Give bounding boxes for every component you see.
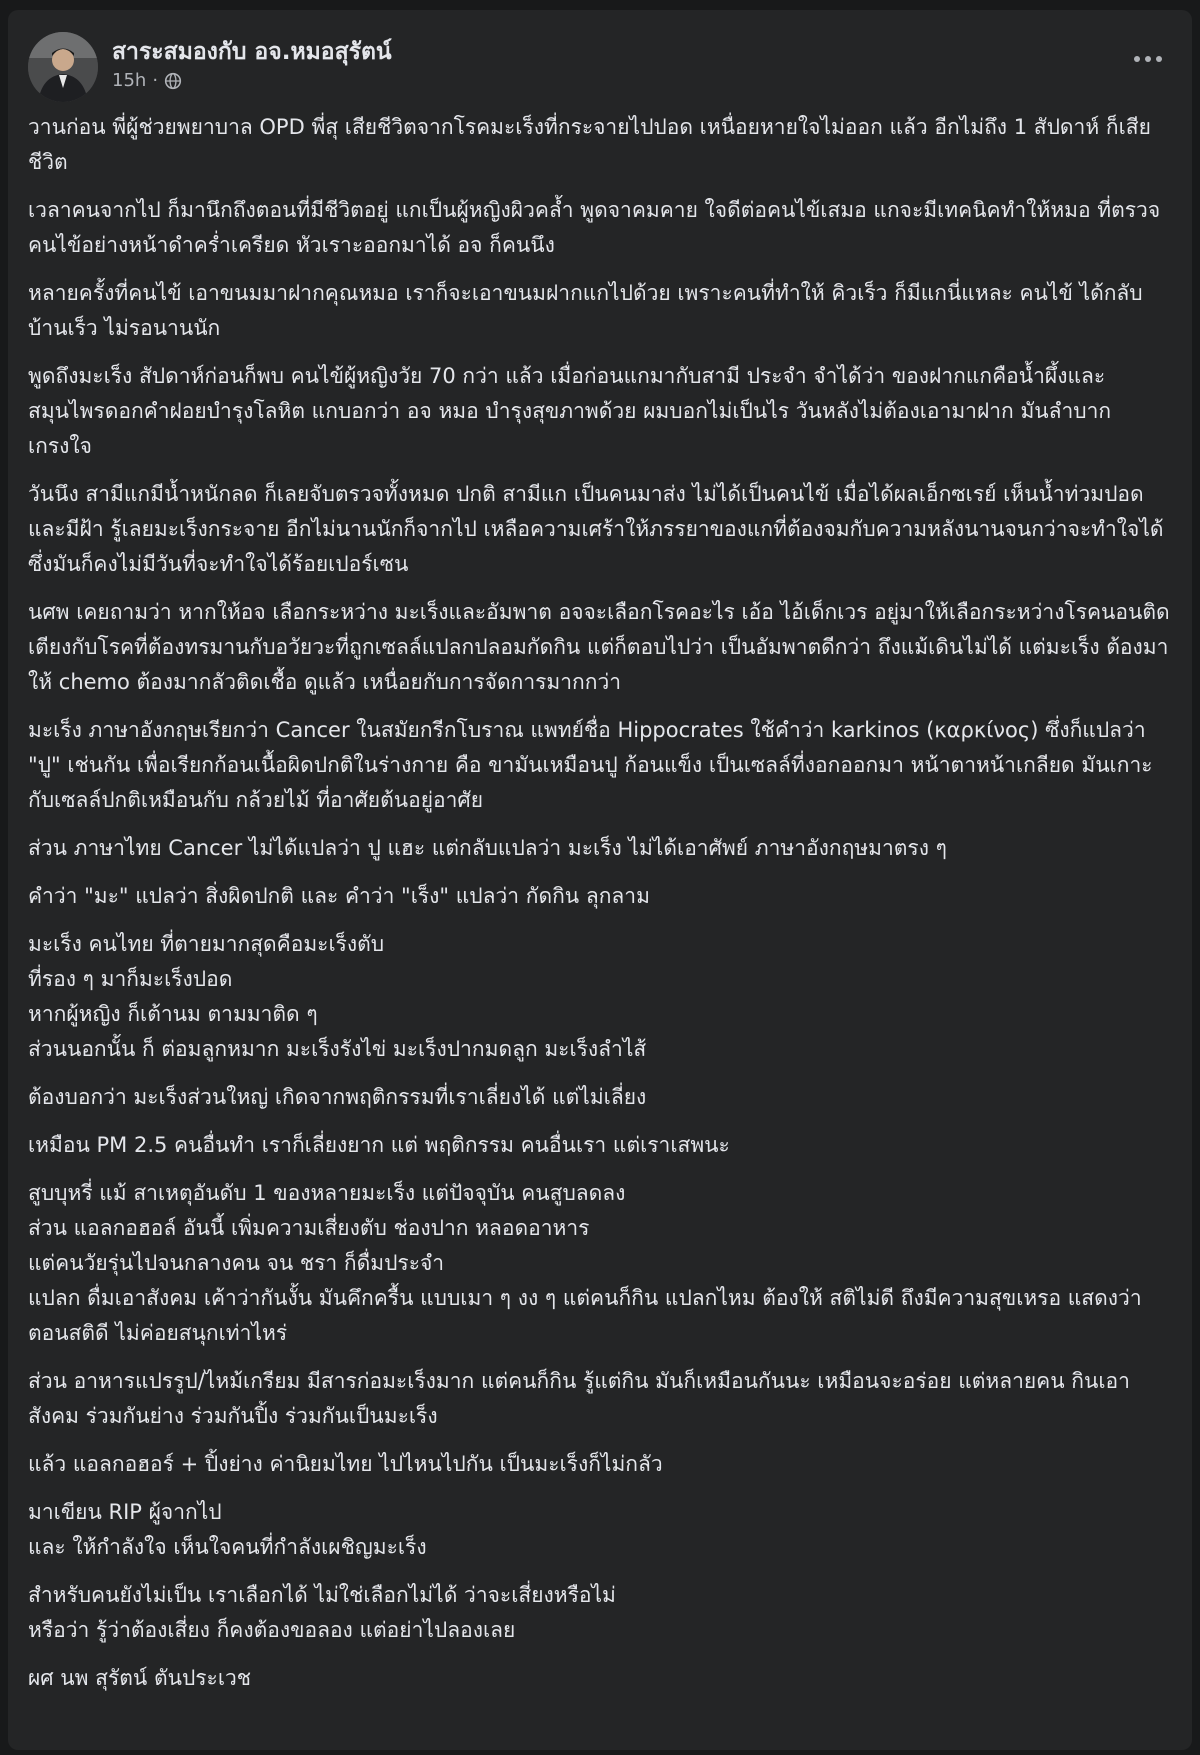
post-timestamp[interactable]: 15h <box>112 70 147 91</box>
post-paragraph: นศพ เคยถามว่า หากให้อจ เลือกระหว่าง มะเร็งและอัมพาต อจจะเลือกโรคอะไร เอ้อ ไอ้เด็กเวร อยู่มาให้เลือกระหว่างโรคนอนติดเตียงกับโรคที่ต้องทรมานกับอวัยวะที่ถูกเซลล์แปลกปลอมกัดกิน แต่ก็ตอบไปว่า เป็นอัมพาตดีกว่า ถึงแม้เดินไม่ได้ แต่มะเร็ง ต้องมาให้ chemo ต้องมากลัวติดเชื้อ ดูแล้ว เหนื่อยกับการจัดการมากกว่า <box>28 600 1170 694</box>
post-paragraph: มะเร็ง คนไทย ที่ตายมากสุดคือมะเร็งตับ ที่รอง ๆ มาก็มะเร็งปอด หากผู้หญิง ก็เต้านม ตามมาติด ๆ ส่วนนอกนั้น ก็ ต่อมลูกหมาก มะเร็งรังไข่ มะเร็งปากมดลูก มะเร็งลำไส้ <box>28 932 647 1061</box>
post-paragraph: สำหรับคนยังไม่เป็น เราเลือกได้ ไม่ใช่เลือกไม่ได้ ว่าจะเสี่ยงหรือไม่ หรือว่า รู้ว่าต้องเสี่ยง ก็คงต้องขอลอง แต่อย่าไปลองเลย <box>28 1583 616 1642</box>
post-text <box>28 110 1178 1709</box>
more-options-icon[interactable] <box>1126 44 1170 74</box>
facebook-post-card <box>8 10 1192 1750</box>
meta-separator: · <box>152 70 159 91</box>
post-paragraph: หลายครั้งที่คนไข้ เอาขนมมาฝากคุณหมอ เราก็จะเอาขนมฝากแกไปด้วย เพราะคนที่ทำให้ คิวเร็ว ก็มีแกนี่แหละ คนไข้ ได้กลับบ้านเร็ว ไม่รอนานนัก <box>28 281 1143 340</box>
post-paragraph: พูดถึงมะเร็ง สัปดาห์ก่อนก็พบ คนไข้ผู้หญิงวัย 70 กว่า แล้ว เมื่อก่อนแกมากับสามี ประจำ จำได้ว่า ของฝากแกคือน้ำผึ้งและสมุนไพรดอกคำฝอยบำรุงโลหิต แกบอกว่า อจ หมอ บำรุงสุขภาพด้วย ผมบอกไม่เป็นไร วันหลังไม่ต้องเอามาฝาก มันลำบาก เกรงใจ <box>28 364 1112 458</box>
post-signature: ผศ นพ สุรัตน์ ตันประเวช <box>28 1666 252 1690</box>
author-avatar[interactable] <box>28 32 98 102</box>
author-name[interactable]: สาระสมองกับ อจ.หมอสุรัตน์ <box>112 39 392 65</box>
post-paragraph: คำว่า "มะ" แปลว่า สิ่งผิดปกติ และ คำว่า "เร็ง" แปลว่า กัดกิน ลุกลาม <box>28 884 650 908</box>
post-paragraph: สูบบุหรี่ แม้ สาเหตุอันดับ 1 ของหลายมะเร็ง แต่ปัจจุบัน คนสูบลดลง ส่วน แอลกอฮอล์ อันนี้ เพิ่มความเสี่ยงตับ ช่องปาก หลอดอาหาร แต่คนวัยรุ่นไปจนกลางคน จน ชรา ก็ดื่มประจำ แปลก ดื่มเอาสังคม เค้าว่ากันงั้น มันคึกครื้น แบบเมา ๆ งง ๆ แต่คนก็กิน แปลกไหม ต้องให้ สติไม่ดี ถึงมีความสุขเหรอ แสดงว่า ตอนสติดี ไม่ค่อยสนุกเท่าไหร่ <box>28 1181 1142 1345</box>
post-paragraph: ส่วน ภาษาไทย Cancer ไม่ได้แปลว่า ปู แฮะ แต่กลับแปลว่า มะเร็ง ไม่ได้เอาศัพย์ ภาษาอังกฤษมาตรง ๆ <box>28 836 947 860</box>
post-paragraph: เวลาคนจากไป ก็มานึกถึงตอนที่มีชีวิตอยู่ แกเป็นผู้หญิงผิวคล้ำ พูดจาคมคาย ใจดีต่อคนไข้เสมอ แกจะมีเทคนิคทำให้หมอ ที่ตรวจคนไข้อย่างหน้าดำคร่ำเครียด หัวเราะออกมาได้ อจ ก็คนนึง <box>28 198 1161 257</box>
post-paragraph: มาเขียน RIP ผู้จากไป และ ให้กำลังใจ เห็นใจคนที่กำลังเผชิญมะเร็ง <box>28 1500 427 1559</box>
post-paragraph: วันนึง สามีแกมีน้ำหนักลด ก็เลยจับตรวจทั้งหมด ปกติ สามีแก เป็นคนมาส่ง ไม่ได้เป็นคนไข้ เมื่อได้ผลเอ็กซเรย์ เห็นน้ำท่วมปอด และมีฝ้า รู้เลยมะเร็งกระจาย อีกไม่นานนักก็จากไป เหลือความเศร้าให้ภรรยาของแกที่ต้องจมกับความหลังนานจนกว่าจะทำใจได้ ซึ่งมันก็คงไม่มีวันที่จะทำใจได้ร้อยเปอร์เซน <box>28 482 1164 576</box>
post-paragraph: มะเร็ง ภาษาอังกฤษเรียกว่า Cancer ในสมัยกรีกโบราณ แพทย์ชื่อ Hippocrates ใช้คำว่า karkinos (καρκίνος) ซึ่งก็แปลว่า "ปู" เช่นกัน เพื่อเรียกก้อนเนื้อผิดปกติในร่างกาย คือ ขามันเหมือนปู ก้อนแข็ง เป็นเซลล์ที่งอกออกมา หน้าตาหน้าเกลียด มันเกาะกับเซลล์ปกติเหมือนกับ กล้วยไม้ ที่อาศัยต้นอยู่อาศัย <box>28 718 1153 812</box>
post-paragraph: แล้ว แอลกอฮอร์ + ปิ้งย่าง ค่านิยมไทย ไปไหนไปกัน เป็นมะเร็งก็ไม่กลัว <box>28 1452 663 1476</box>
post-paragraph: ส่วน อาหารแปรรูป/ไหม้เกรียม มีสารก่อมะเร็งมาก แต่คนก็กิน รู้แต่กิน มันก็เหมือนกันนะ เหมือนจะอร่อย แต่หลายคน กินเอาสังคม ร่วมกันย่าง ร่วมกันปิ้ง ร่วมกันเป็นมะเร็ง <box>28 1369 1130 1428</box>
post-paragraph: วานก่อน พี่ผู้ช่วยพยาบาล OPD พี่สุ เสียชีวิตจากโรคมะเร็งที่กระจายไปปอด เหนื่อยหายใจไม่ออก แล้ว อีกไม่ถึง 1 สัปดาห์ ก็เสียชีวิต <box>28 115 1151 174</box>
post-paragraph: ต้องบอกว่า มะเร็งส่วนใหญ่ เกิดจากพฤติกรรมที่เราเลี่ยงได้ แต่ไม่เลี่ยง <box>28 1085 647 1109</box>
post-paragraph: เหมือน PM 2.5 คนอื่นทำ เราก็เลี่ยงยาก แต่ พฤติกรรม คนอื่นเรา แต่เราเสพนะ <box>28 1133 730 1157</box>
post-header <box>8 10 1192 100</box>
globe-icon[interactable] <box>164 72 182 90</box>
avatar-photo <box>28 32 98 102</box>
post-meta <box>112 70 182 91</box>
